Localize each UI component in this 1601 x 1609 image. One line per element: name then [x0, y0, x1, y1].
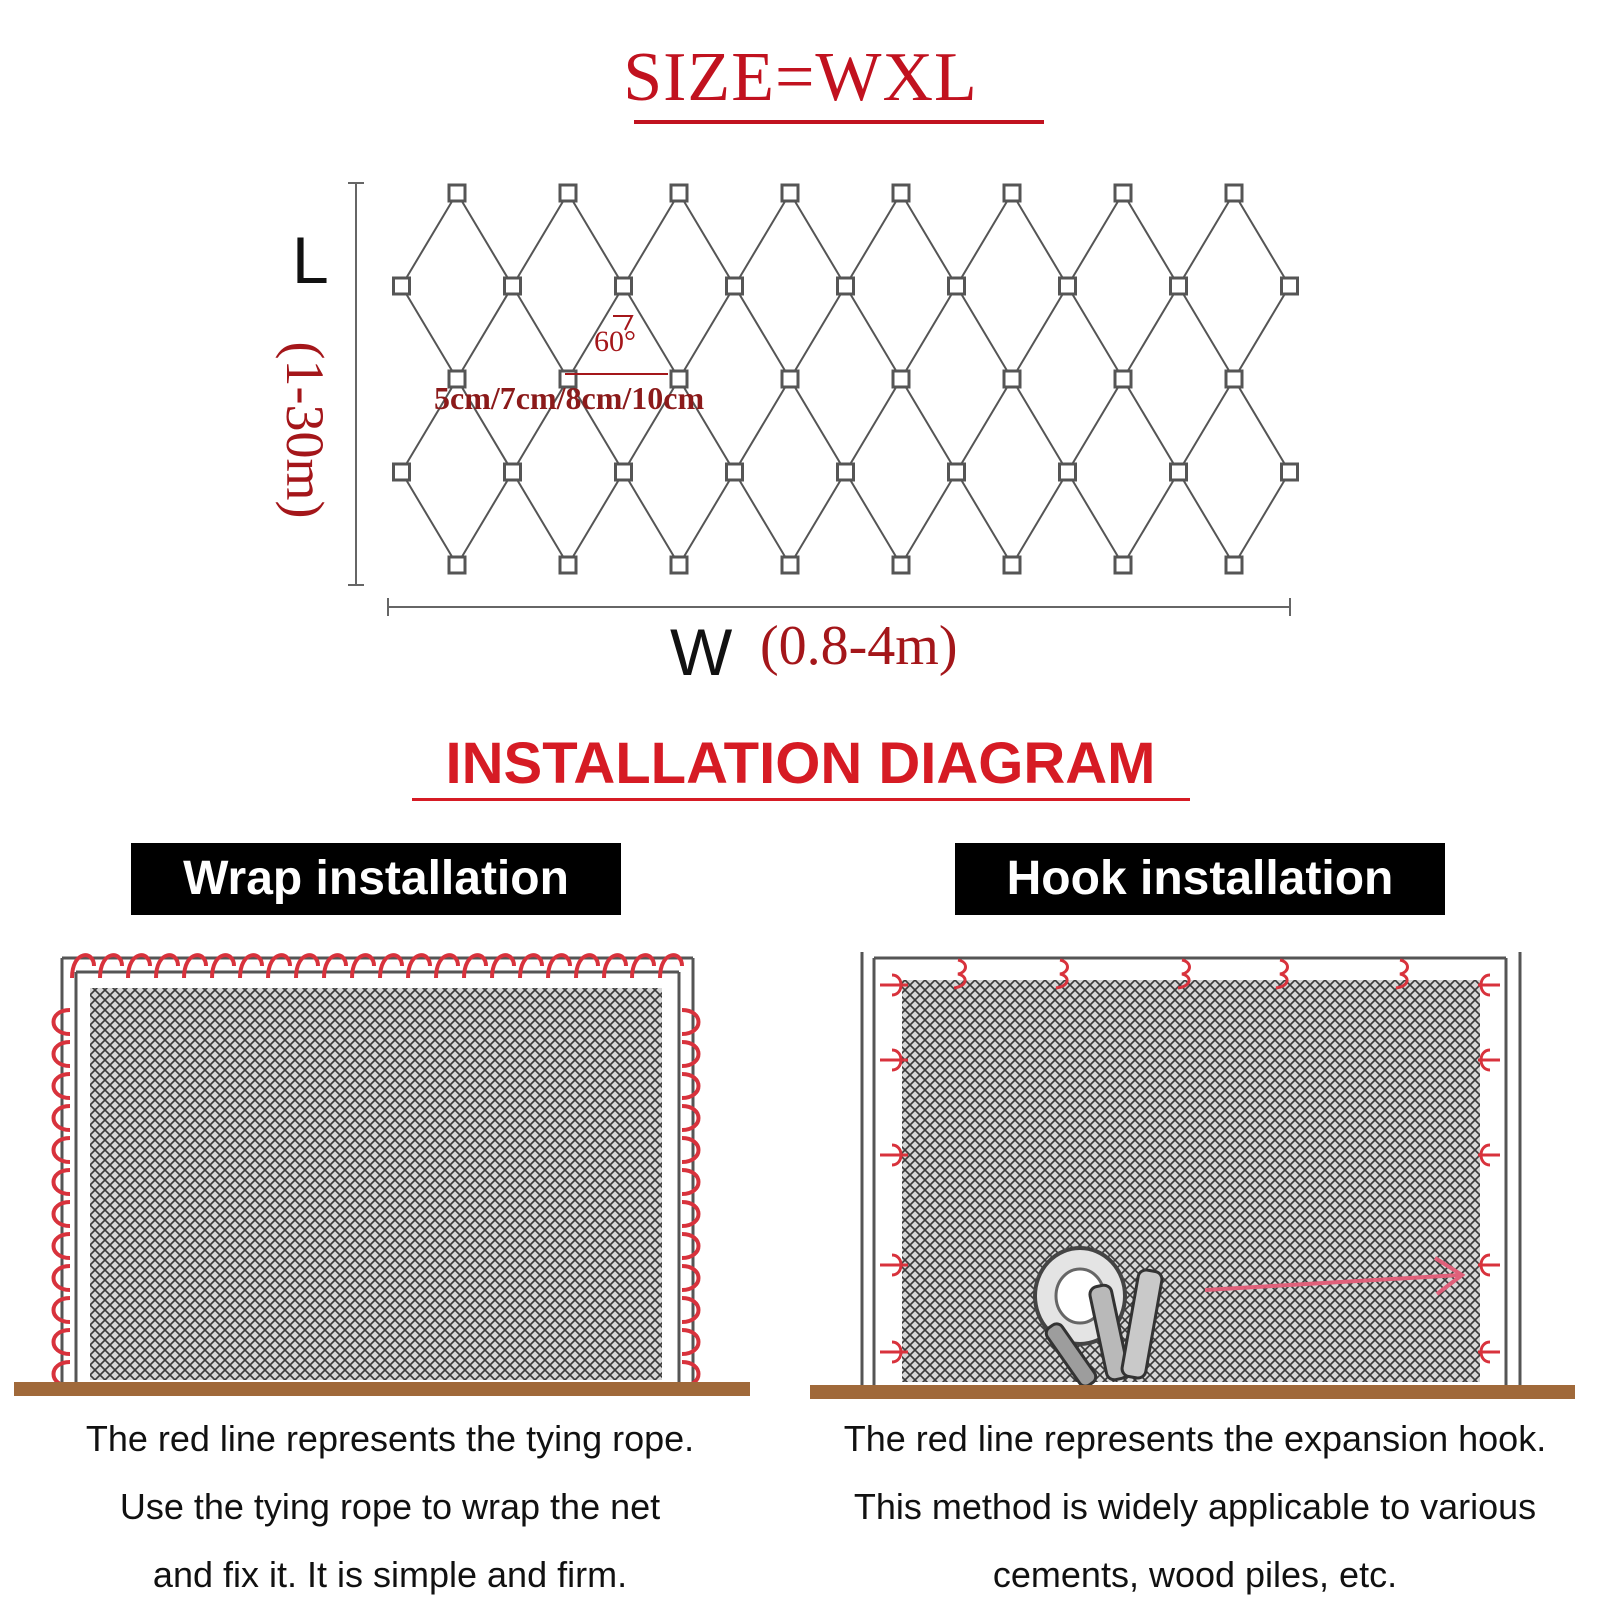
mesh-size-label: 5cm/7cm/8cm/10cm	[434, 380, 705, 416]
length-range: (1-30m)	[275, 341, 335, 519]
wrap-caption-line: Use the tying rope to wrap the net	[119, 1486, 661, 1527]
hook-floor	[810, 1385, 1575, 1399]
wrap-caption-line: The red line represents the tying rope.	[85, 1418, 695, 1459]
width-symbol: W	[670, 615, 733, 689]
size-title: SIZE=WXL	[623, 39, 978, 116]
hook-caption-line: cements, wood piles, etc.	[992, 1554, 1398, 1595]
wrap-floor	[14, 1382, 750, 1396]
wrap-net	[90, 988, 662, 1380]
installation-title: INSTALLATION DIAGRAM	[445, 731, 1156, 796]
hook-caption	[800, 1405, 1590, 1609]
hook-caption-line: This method is widely applicable to various	[853, 1486, 1537, 1527]
angle-label: 60°	[594, 325, 636, 358]
hook-installation-panel	[810, 952, 1575, 1399]
wrap-caption-line: and fix it. It is simple and firm.	[152, 1554, 628, 1595]
hook-installation-label: Hook installation	[955, 843, 1445, 915]
wrap-installation-label: Wrap installation	[131, 843, 621, 915]
wrap-installation-panel	[14, 955, 750, 1396]
width-range: (0.8-4m)	[760, 615, 958, 677]
hook-net	[902, 980, 1480, 1382]
wrap-caption	[20, 1405, 760, 1609]
length-symbol: L	[292, 223, 329, 297]
hook-caption-line: The red line represents the expansion hook.	[843, 1418, 1547, 1459]
